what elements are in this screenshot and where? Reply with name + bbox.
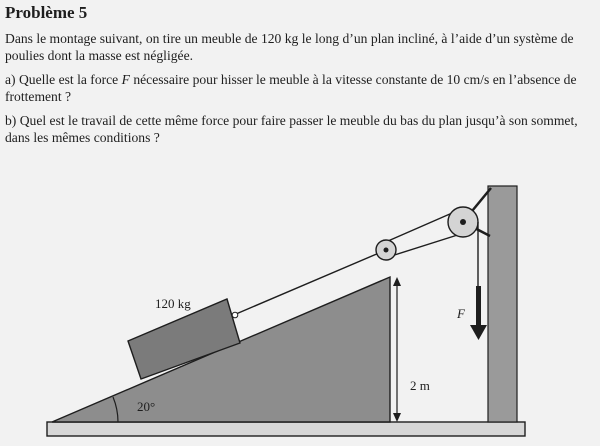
wall-post [488,186,517,422]
question-a-var: F [121,72,130,87]
force-label: F [457,306,465,321]
problem-title: Problème 5 [5,3,88,22]
rope-attachment [232,312,238,318]
force-arrow-shaft [476,286,481,326]
force-arrow-head [470,325,487,340]
upper-pulley-axle [460,219,466,225]
question-a-suffix: nécessaire pour hisser le meuble à la vitesse constante de 10 cm/s en l’absence de frottement ? [5,72,577,104]
height-label: 2 m [410,378,430,393]
angle-label: 20° [137,399,156,414]
height-arrow-top [393,277,401,286]
mass-label: 120 kg [155,296,191,311]
ground-base [47,422,525,436]
rope-middle-2 [385,232,467,258]
lower-pulley-axle [384,248,389,253]
height-arrow-bottom [393,413,401,422]
problem-intro: Dans le montage suivant, on tire un meuble de 120 kg le long d’un plan incliné, à l’aide d’un système de poulies dont la masse est négligée. [5,31,574,63]
question-b: b) Quel est le travail de cette même force pour faire passer le meuble du bas du plan jusqu’à son sommet, dans les mêmes conditions ? [5,113,578,145]
question-a-prefix: a) Quelle est la force [5,72,122,87]
